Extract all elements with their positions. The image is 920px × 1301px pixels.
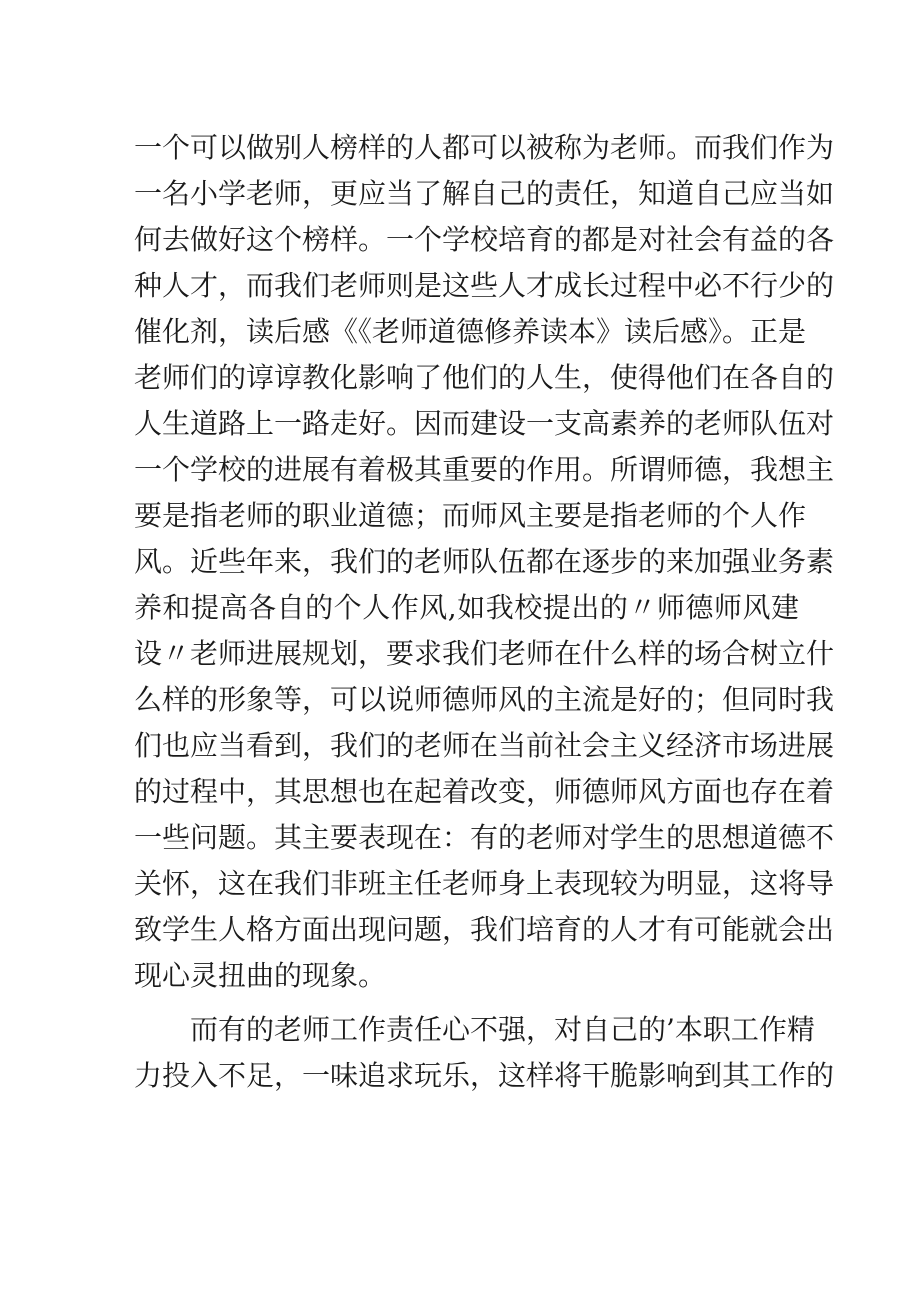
paragraph-spacer: [134, 999, 799, 1007]
text-line: 力投入不足，一味追求玩乐，这样将干脆影响到其工作的: [134, 1059, 835, 1092]
text-line: 风。近些年来，我们的老师队伍都在逐步的来加强业务素: [134, 545, 835, 578]
text-line: 种人才，而我们老师则是这些人才成长过程中必不行少的: [134, 269, 835, 302]
text-line: 么样的形象等，可以说师德师风的主流是好的；但同时我: [134, 683, 835, 716]
text-line: 催化剂，读后感《《老师道德修养读本》读后感》。正是: [134, 315, 807, 348]
text-line: 设〃老师进展规划，要求我们老师在什么样的场合树立什: [134, 637, 835, 670]
paragraph-2: [134, 1007, 835, 1099]
text-line: 关怀，这在我们非班主任老师身上表现较为明显，这将导: [134, 867, 835, 900]
text-line: 而有的老师工作责任心不强，对自己的’本职工作精: [190, 1013, 815, 1046]
text-line: 人生道路上一路走好。因而建设一支高素养的老师队伍对: [134, 407, 835, 440]
text-line: 老师们的谆谆教化影响了他们的人生，使得他们在各自的: [134, 361, 835, 394]
text-line: 一名小学老师，更应当了解自己的责任，知道自己应当如: [134, 177, 835, 210]
paragraph-1: [134, 125, 835, 999]
text-line: 一个学校的进展有着极其重要的作用。所谓师德，我想主: [134, 453, 835, 486]
text-line: 们也应当看到，我们的老师在当前社会主义经济市场进展: [134, 729, 835, 762]
text-line: 现心灵扭曲的现象。: [134, 959, 387, 992]
text-line: 要是指老师的职业道德；而师风主要是指老师的个人作: [134, 499, 807, 532]
text-line: 致学生人格方面出现问题，我们培育的人才有可能就会出: [134, 913, 835, 946]
text-line: 养和提高各自的个人作风,如我校提出的〃师德师风建: [134, 591, 799, 624]
text-line: 的过程中，其思想也在起着改变，师德师风方面也存在着: [134, 775, 835, 808]
text-line: 何去做好这个榜样。一个学校培育的都是对社会有益的各: [134, 223, 835, 256]
text-line: 一个可以做别人榜样的人都可以被称为老师。而我们作为: [134, 131, 835, 164]
text-line: 一些问题。其主要表现在：有的老师对学生的思想道德不: [134, 821, 835, 854]
body-text: [134, 125, 835, 1099]
